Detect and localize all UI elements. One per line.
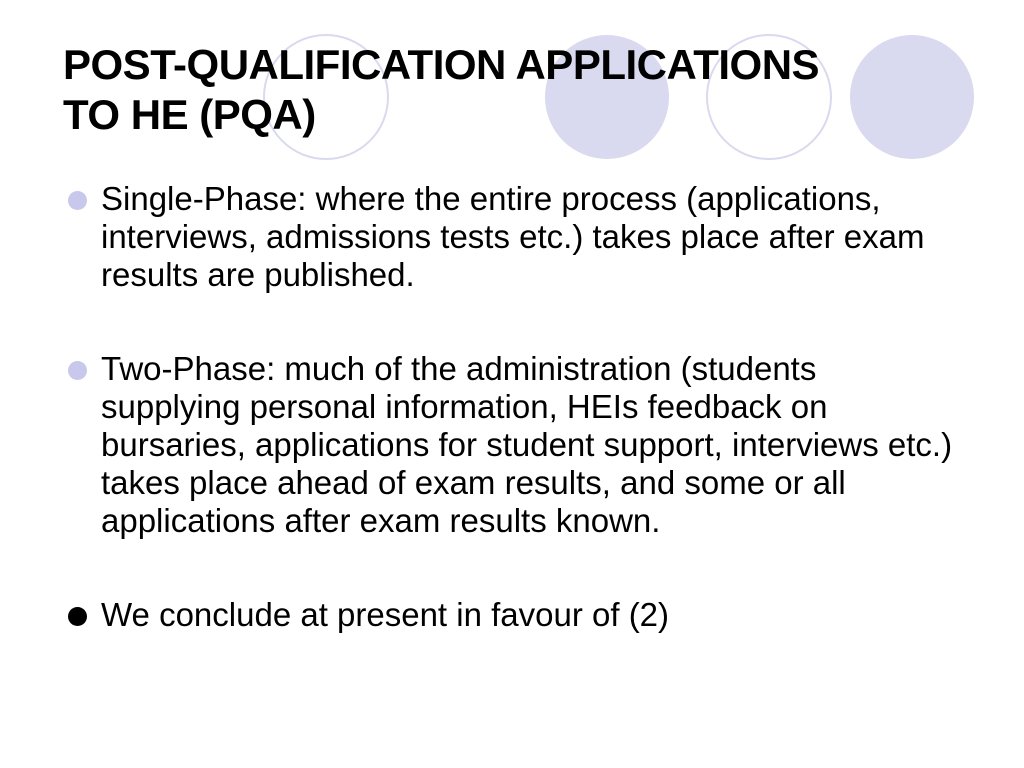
slide-title-line-2: TO HE (PQA) <box>63 91 316 138</box>
slide-title-line-1: POST-QUALIFICATION APPLICATIONS <box>63 41 820 88</box>
bullet-text: Single-Phase: where the entire process (applications, interviews, admissions tests etc.) takes place after exam results are published. <box>101 180 925 293</box>
bullet-text: Two-Phase: much of the administration (students supplying personal information, HEIs feedback on bursaries, applications for student support, interviews etc.) takes place ahead of exam results, and some or all applications after exam results known. <box>101 350 953 539</box>
bullet-dot-icon <box>68 191 87 210</box>
bullet-conclusion <box>64 596 964 634</box>
bullet-dot-icon <box>68 361 87 380</box>
bullet-two-phase <box>64 350 964 540</box>
bullet-single-phase <box>64 180 964 294</box>
bullet-text: We conclude at present in favour of (2) <box>101 596 670 633</box>
slide-title <box>63 40 983 140</box>
bullet-list <box>64 180 964 634</box>
bullet-dot-icon <box>68 607 87 626</box>
